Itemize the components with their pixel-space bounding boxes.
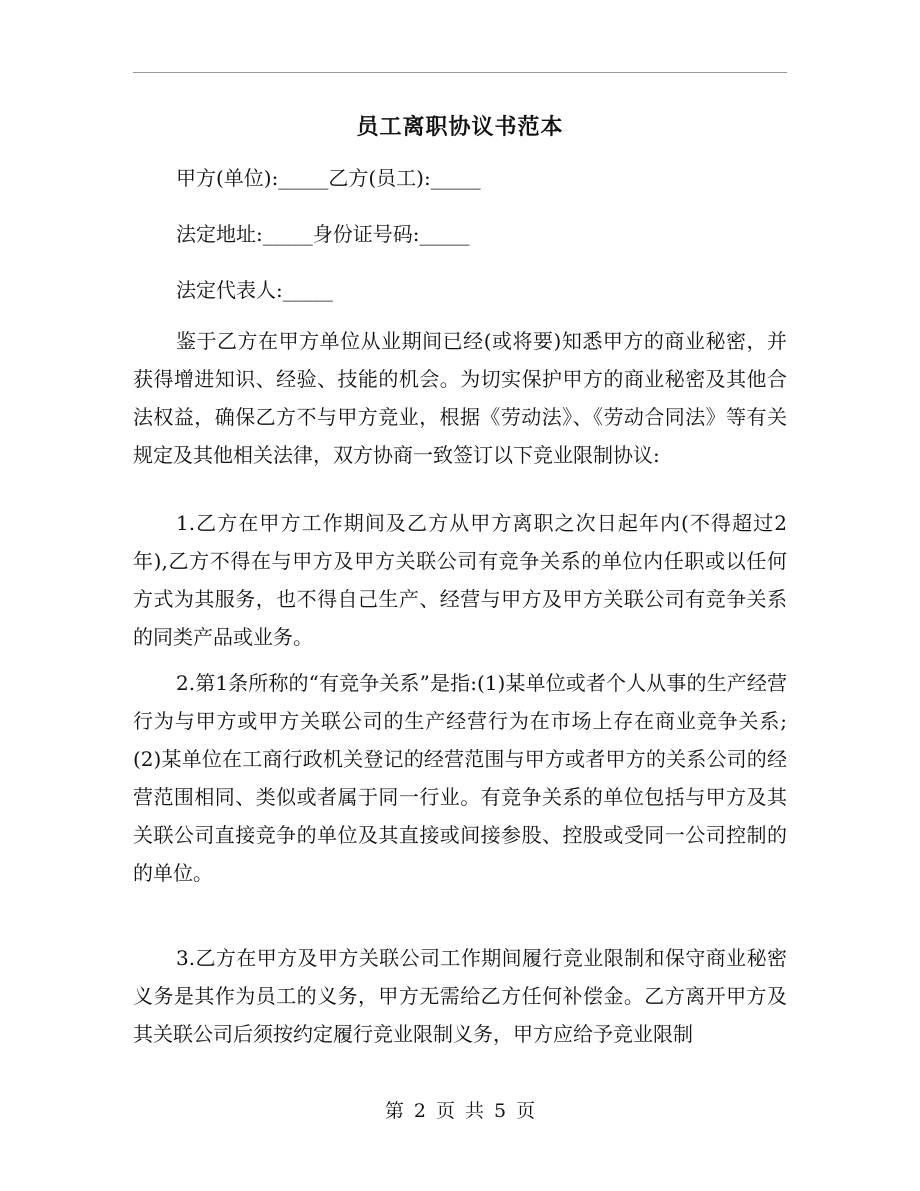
party-a-b-line: 甲方(单位):_____乙方(员工):_____	[176, 166, 481, 190]
legal-representative-line: 法定代表人:_____	[176, 278, 333, 302]
clause-1-paragraph: 1.乙方在甲方工作期间及乙方从甲方离职之次日起年内(不得超过2年),乙方不得在与甲方及甲方关联公司有竞争关系的单位内任职或以任何方式为其服务，也不得自己生产、经营与甲方及甲方关联公司有竞争关系的同类产品或业务。	[133, 511, 787, 649]
clause-3-paragraph: 3.乙方在甲方及甲方关联公司工作期间履行竞业限制和保守商业秘密义务是其作为员工的义务，甲方无需给乙方任何补偿金。乙方离开甲方及其关联公司后须按约定履行竞业限制义务，甲方应给予竞业限制	[133, 946, 787, 1046]
header-rule	[133, 72, 787, 73]
document-title: 员工离职协议书范本	[356, 114, 564, 140]
preamble-paragraph: 鉴于乙方在甲方单位从业期间已经(或将要)知悉甲方的商业秘密，并获得增进知识、经验、技能的机会。为切实保护甲方的商业秘密及其他合法权益，确保乙方不与甲方竞业，根据《劳动法》、《劳动合同法》等有关规定及其他相关法律，双方协商一致签订以下竞业限制协议:	[133, 329, 787, 467]
page-number-footer: 第 2 页 共 5 页	[384, 1100, 536, 1122]
clause-2-paragraph: 2.第1条所称的“有竞争关系”是指:(1)某单位或者个人从事的生产经营行为与甲方或甲方关联公司的生产经营行为在市场上存在商业竞争关系;(2)某单位在工商行政机关登记的经营范围与甲方或者甲方的关系公司的经营范围相同、类似或者属于同一行业。有竞争关系的单位包括与甲方及其关联公司直接竞争的单位及其直接或间接参股、控股或受同一公司控制的的单位。	[133, 671, 787, 885]
address-id-line: 法定地址:_____身份证号码:_____	[176, 222, 470, 246]
